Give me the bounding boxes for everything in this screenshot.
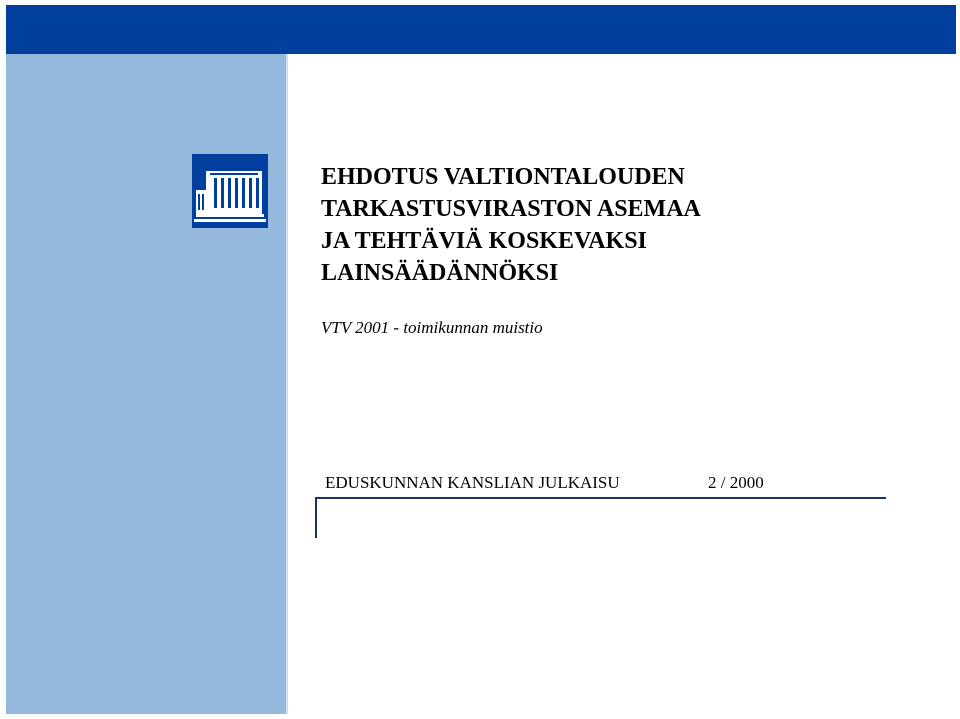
side-panel-edge xyxy=(286,54,288,714)
top-color-band xyxy=(6,5,956,54)
title-line-2: TARKASTUSVIRASTON ASEMAA xyxy=(321,196,701,222)
document-title xyxy=(321,161,921,289)
title-line-4: LAINSÄÄDÄNNÖKSI xyxy=(321,260,559,286)
horizontal-rule xyxy=(315,497,886,499)
side-color-panel xyxy=(6,54,286,714)
publisher-label: EDUSKUNNAN KANSLIAN JULKAISU xyxy=(325,473,620,492)
title-line-3: JA TEHTÄVIÄ KOSKEVAKSI xyxy=(321,228,647,254)
title-line-1: EHDOTUS VALTIONTALOUDEN xyxy=(321,164,685,190)
publication-number: 2 / 2000 xyxy=(708,473,764,492)
vertical-rule xyxy=(315,497,317,538)
document-subtitle: VTV 2001 - toimikunnan muistio xyxy=(321,318,543,337)
parliament-building-icon xyxy=(192,154,268,228)
